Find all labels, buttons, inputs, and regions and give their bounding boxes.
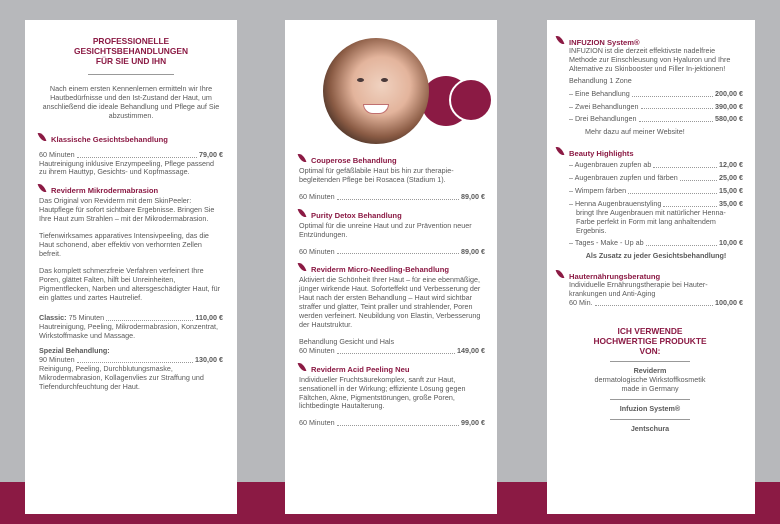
section-heading: Hauternährungsberatung (569, 272, 661, 282)
leaf-icon (298, 262, 307, 273)
price-row: – Augenbrauen zupfen und färben 25,00 € (569, 173, 743, 183)
section-heading: Purity Detox Behandlung (311, 210, 402, 220)
product-reviderm-text: dermatologische Wirkstoffkosmetik made in Germany (594, 375, 706, 393)
section-text: Individuelle Ernährungstherapie bei Hauter-krankungen und Anti-Aging (569, 280, 708, 299)
section-text: Tiefenwirksames apparatives Intensivpeeling, das die Haut schonend, aber effektiv von verhornten Zellen befreit. (39, 231, 209, 258)
section-text: Individueller Fruchtsäurekomplex, sanft zur Haut, sensationell in der Wirkung; effiziente Lösung gegen Fältchen, Akne, Pigmentstörungen, große Poren, lichtbedingte Hautalterung. (299, 374, 466, 411)
section-heading: Reviderm Mikrodermabrasion (51, 186, 159, 196)
price-row: 60 Minuten 89,00 € (299, 191, 485, 201)
leaf-icon (556, 34, 565, 45)
section-heading: Reviderm Acid Peeling Neu (311, 364, 410, 374)
section-infuzion (557, 38, 743, 47)
leaf-icon (556, 269, 565, 280)
title-line: GESICHTSBEHANDLUNGEN (74, 46, 188, 56)
price-row: 60 Minuten 89,00 € (299, 246, 485, 256)
price-row: 60 Min. 100,00 € (569, 298, 743, 308)
section-heading: Reviderm Micro-Needling-Behandlung (311, 265, 449, 275)
leaf-icon (38, 183, 47, 194)
leaf-icon (38, 131, 47, 142)
section-haut (557, 272, 743, 281)
title-line: HOCHWERTIGE PRODUKTE (593, 336, 707, 347)
photo-area (299, 20, 485, 156)
panel-middle (285, 20, 497, 514)
price-row: 90 Minuten 130,00 € (39, 355, 223, 365)
section-text: Das komplett schmerzfreie Verfahren verfeinert Ihre Poren, glättet Falten, hilft bei Unreinheiten, Pigmentflecken, Narben und altersgeschädigter Haut, für ein glattes und zartes Hautrelief. (39, 265, 220, 302)
website-note: Mehr dazu auf meiner Website! (585, 127, 685, 137)
section-heading: INFUZION System® (569, 38, 640, 47)
intro-text: Nach einem ersten Kennenlernen ermitteln wir Ihre Hautbedürfnisse und den Ist-Zustand der Haut, um anschließend die ideale Behandlung und Pflege auf Sie abzustimmen. (42, 84, 220, 120)
leaf-icon (556, 146, 565, 157)
divider (610, 419, 690, 420)
leaf-icon (298, 361, 307, 372)
price-row: – Tages - Make - Up ab 10,00 € (569, 237, 743, 247)
section-text: Optimal für die unreine Haut und zur Prävention neuer Entzündungen. (299, 220, 472, 239)
section-subtext: Behandlung Gesicht und Hals (299, 336, 395, 346)
section-text: Optimal für gefäßlabile Haut bis hin zur therapie-begleitenden Pflege bei Rosacea (Stadium 1). (299, 166, 454, 184)
price-row: 60 Minuten 99,00 € (299, 418, 485, 428)
title-line: FÜR SIE UND IHN (95, 56, 167, 66)
section-heading: Klassische Gesichtsbehandlung (51, 134, 168, 144)
panel-left (25, 20, 237, 514)
decor-circle-small (449, 78, 493, 122)
price-row: – Henna Augenbrauenstyling 35,00 € (569, 198, 743, 208)
section-text: Hautreinigung, Peeling, Mikrodermabrasion, Konzentrat, Wirkstoffmaske und Massage. (39, 322, 218, 341)
price-row: – Drei Behandlungen 580,00 € (569, 114, 743, 124)
price-row: Classic: 75 Minuten 110,00 € (39, 313, 223, 323)
spezial-label: Spezial Behandlung: (39, 346, 110, 356)
portrait-image (323, 38, 429, 144)
section-klassisch (39, 135, 223, 144)
divider (88, 74, 174, 75)
panel-title (39, 36, 223, 66)
products-title (557, 326, 743, 356)
section-microneedling (299, 265, 485, 274)
section-acid (299, 365, 485, 374)
zone-label: Behandlung 1 Zone (569, 75, 632, 85)
price-row: – Zwei Behandlungen 390,00 € (569, 101, 743, 111)
section-couperose (299, 156, 485, 165)
section-text: INFUZION ist die derzeit effektivste nadelfreie Methode zur Einschleusung von Hyaluron und Ihre Alternative zu Skinbooster und Filler In-jektionen! (569, 46, 731, 73)
zusatz-note: Als Zusatz zu jeder Gesichtsbehandlung! (585, 250, 727, 260)
section-purity (299, 211, 485, 220)
divider (610, 399, 690, 400)
price-row: 60 Minuten 79,00 € (39, 149, 223, 159)
title-line: PROFESSIONELLE (92, 36, 170, 46)
title-line: ICH VERWENDE (617, 326, 683, 337)
price-row: 60 Minuten 149,00 € (299, 345, 485, 355)
product-jentschura: Jentschura (630, 423, 670, 433)
leaf-icon (298, 207, 307, 218)
product-reviderm: Reviderm (633, 366, 667, 376)
section-beauty (557, 149, 743, 158)
divider (610, 361, 690, 362)
price-row: – Wimpern färben 15,00 € (569, 186, 743, 196)
section-heading: Beauty Highlights (569, 149, 634, 159)
title-line: VON: (639, 346, 661, 357)
section-text: Hautreinigung inklusive Enzympeeling, Pflege passend zu ihrem Hauttyp, Gesichts- und Kopfmassage. (39, 158, 215, 177)
price-row: – Augenbrauen zupfen ab 12,00 € (569, 160, 743, 170)
panel-right (547, 20, 755, 514)
henna-text: bringt Ihre Augenbrauen mit natürlicher Henna-Farbe perfekt in Form mit lang anhaltendem Ergebnis. (576, 207, 726, 235)
section-text: Aktiviert die Schönheit Ihrer Haut – für eine ebenmäßige, jünger wirkende Haut. Soforteffekt und Verbesserung der Haut nach der ersten Behandlung – Haut wird sichtbar straffer und glatter, Teint praller und strahlender, Poren werden verfeinert. Neubildung von Elastin, Verbesserung der Hautstruktur. (299, 275, 481, 329)
section-reviderm (39, 186, 223, 195)
section-text: Reinigung, Peeling, Durchblutungsmaske, Mikrodermabrasion, Kollagenvlies zur Straffung und Tiefendurchfeuchtung der Haut. (39, 363, 204, 391)
price-row: – Eine Behandlung 200,00 € (569, 88, 743, 98)
product-infuzion: Infuzion System® (619, 403, 681, 413)
section-text: Das Original von Reviderm mit dem SkinPeeler: Hautpflege für sofort sichtbare Ergebnisse. Bringen Sie Ihre Haut zum Strahlen – mit der Mikrodermabrasion. (39, 196, 215, 224)
section-heading: Couperose Behandlung (311, 156, 397, 165)
